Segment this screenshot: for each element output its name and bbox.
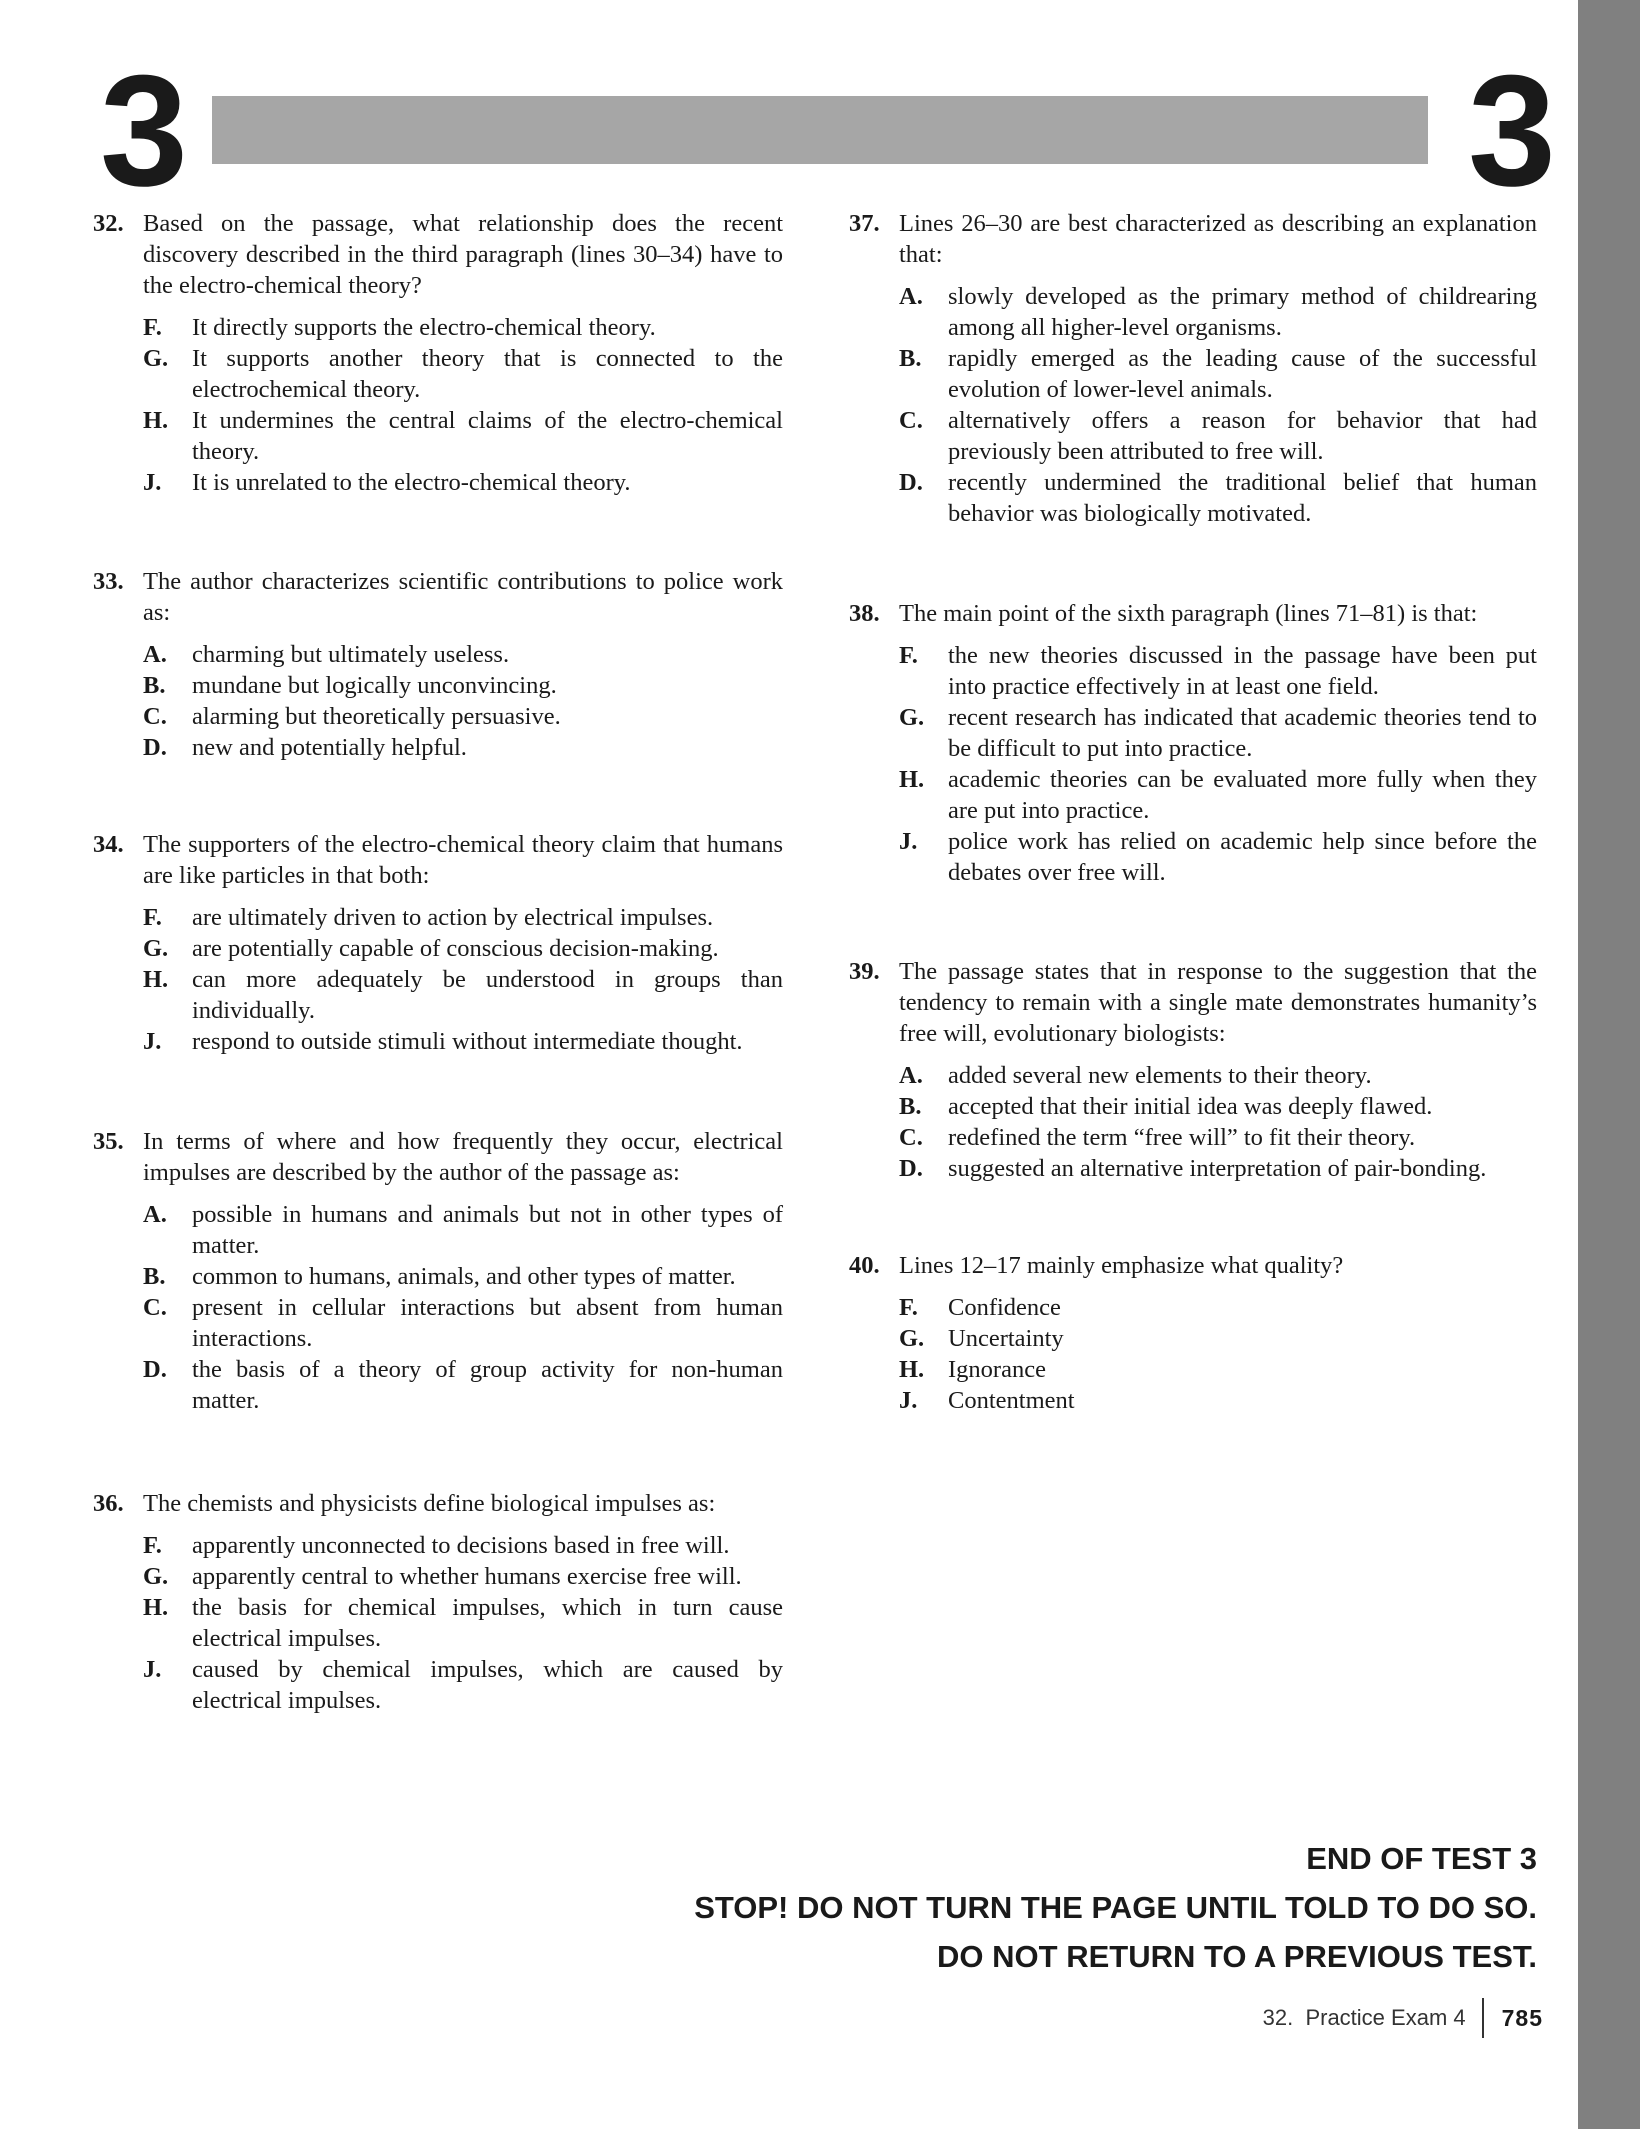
option-letter: J. [143,1028,162,1055]
question-34 [93,829,783,1057]
option-text: respond to outside stimuli without intermediate thought. [192,1028,743,1055]
option-letter: C. [143,703,167,730]
option-letter: A. [143,641,167,668]
option-text: slowly developed as the primary method of childrearing among all higher-level organisms. [948,283,1537,341]
option-text: mundane but logically unconvincing. [192,672,557,699]
option-text: Contentment [948,1387,1075,1414]
option-letter: G. [143,1563,169,1590]
answer-option[interactable] [899,1091,1537,1122]
answer-option[interactable] [143,1354,783,1416]
question-stem [849,956,1537,1049]
answer-options [849,1292,1537,1416]
answer-option[interactable] [143,1199,783,1261]
option-text: added several new elements to their theory. [948,1062,1372,1089]
option-text: It undermines the central claims of the electro-chemical theory. [192,407,783,465]
answer-option[interactable] [899,1292,1537,1323]
question-stem [849,208,1537,270]
option-text: caused by chemical impulses, which are caused by electrical impulses. [192,1656,783,1714]
question-36 [93,1488,783,1716]
option-letter: G. [143,345,169,372]
question-32 [93,208,783,498]
option-letter: J. [899,1387,918,1414]
answer-options [93,639,783,763]
question-stem [849,1250,1537,1281]
option-letter: J. [143,1656,162,1683]
question-number: 36. [93,1490,124,1517]
question-stem [93,566,783,628]
option-text: apparently unconnected to decisions based in free will. [192,1532,730,1559]
option-text: rapidly emerged as the leading cause of the successful evolution of lower-level animals. [948,345,1537,403]
answer-option[interactable] [899,343,1537,405]
option-text: police work has relied on academic help since before the debates over free will. [948,828,1537,886]
answer-option[interactable] [899,702,1537,764]
answer-option[interactable] [143,933,783,964]
question-text: The supporters of the electro-chemical theory claim that humans are like particles in that both: [143,831,783,889]
answer-option[interactable] [899,1385,1537,1416]
option-text: accepted that their initial idea was deeply flawed. [948,1093,1433,1120]
answer-option[interactable] [143,732,783,763]
answer-options [93,902,783,1057]
answer-option[interactable] [143,1561,783,1592]
answer-option[interactable] [899,764,1537,826]
answer-option[interactable] [899,1153,1537,1184]
answer-option[interactable] [899,1122,1537,1153]
option-letter: F. [143,904,162,931]
question-stem [93,1488,783,1519]
answer-option[interactable] [143,467,783,498]
option-letter: A. [899,1062,923,1089]
option-letter: F. [899,642,918,669]
question-39 [849,956,1537,1184]
option-text: redefined the term “free will” to fit their theory. [948,1124,1416,1151]
option-letter: A. [143,1201,167,1228]
question-stem [93,208,783,301]
option-text: are potentially capable of conscious decision-making. [192,935,719,962]
option-letter: C. [899,1124,923,1151]
answer-option[interactable] [143,670,783,701]
answer-option[interactable] [899,826,1537,888]
answer-options [849,640,1537,888]
option-text: alarming but theoretically persuasive. [192,703,561,730]
option-letter: F. [899,1294,918,1321]
question-text: In terms of where and how frequently they occur, electrical impulses are described by the author of the passage as: [143,1128,783,1186]
question-stem [849,598,1537,629]
option-text: recently undermined the traditional belief that human behavior was biologically motivated. [948,469,1537,527]
answer-option[interactable] [143,1026,783,1057]
answer-option[interactable] [143,1530,783,1561]
question-number: 38. [849,600,880,627]
answer-option[interactable] [143,1292,783,1354]
question-text: The chemists and physicists define biological impulses as: [143,1490,716,1517]
option-text: the basis of a theory of group activity for non-human matter. [192,1356,783,1414]
question-stem [93,1126,783,1188]
answer-option[interactable] [899,1323,1537,1354]
option-text: recent research has indicated that academic theories tend to be difficult to put into practice. [948,704,1537,762]
option-letter: D. [143,734,167,761]
section-number-right: 3 [1468,43,1556,219]
answer-option[interactable] [143,639,783,670]
option-text: It directly supports the electro-chemical theory. [192,314,656,341]
option-letter: F. [143,314,162,341]
footer-chapter: 32. Practice Exam 4 [1262,2005,1466,2030]
option-text: can more adequately be understood in groups than individually. [192,966,783,1024]
end-notice-line-3: DO NOT RETURN TO A PREVIOUS TEST. [937,1939,1537,1974]
option-text: charming but ultimately useless. [192,641,510,668]
question-text: Based on the passage, what relationship does the recent discovery described in the third paragraph (lines 30–34) have to the electro-chemical theory? [143,210,783,299]
end-notice-line-2: STOP! DO NOT TURN THE PAGE UNTIL TOLD TO DO SO. [694,1890,1537,1925]
option-letter: J. [143,469,162,496]
answer-option[interactable] [899,1060,1537,1091]
question-number: 37. [849,210,880,237]
question-number: 34. [93,831,124,858]
option-text: common to humans, animals, and other types of matter. [192,1263,736,1290]
question-33 [93,566,783,763]
option-letter: H. [899,1356,925,1383]
answer-option[interactable] [143,1592,783,1654]
option-text: apparently central to whether humans exercise free will. [192,1563,742,1590]
answer-options [93,312,783,498]
option-text: new and potentially helpful. [192,734,467,761]
option-letter: D. [899,469,923,496]
answer-option[interactable] [899,467,1537,529]
option-text: are ultimately driven to action by electrical impulses. [192,904,714,931]
answer-option[interactable] [143,1654,783,1716]
option-text: It supports another theory that is connected to the electrochemical theory. [192,345,783,403]
page-edge-strip [1578,0,1640,2129]
option-text: the basis for chemical impulses, which in turn cause electrical impulses. [192,1594,783,1652]
question-number: 35. [93,1128,124,1155]
question-38 [849,598,1537,888]
answer-option[interactable] [143,1261,783,1292]
option-text: It is unrelated to the electro-chemical theory. [192,469,631,496]
option-text: present in cellular interactions but absent from human interactions. [192,1294,783,1352]
option-letter: G. [899,1325,925,1352]
option-letter: H. [899,766,925,793]
answer-option[interactable] [899,640,1537,702]
answer-options [93,1530,783,1716]
answer-options [93,1199,783,1416]
question-text: The author characterizes scientific contributions to police work as: [143,568,783,626]
option-text: academic theories can be evaluated more fully when they are put into practice. [948,766,1537,824]
section-number-left: 3 [100,43,188,219]
option-letter: H. [143,407,169,434]
option-letter: H. [143,1594,169,1621]
question-stem [93,829,783,891]
question-text: Lines 26–30 are best characterized as describing an explanation that: [899,210,1537,268]
option-text: suggested an alternative interpretation of pair-bonding. [948,1155,1487,1182]
page-footer [1263,1996,1543,2040]
option-text: possible in humans and animals but not in other types of matter. [192,1201,783,1259]
option-letter: B. [143,672,166,699]
page-number: 785 [1501,2004,1543,2031]
footer-divider [1482,1998,1484,2038]
question-number: 32. [93,210,124,237]
question-text: The main point of the sixth paragraph (lines 71–81) is that: [899,600,1478,627]
option-letter: B. [899,345,922,372]
option-letter: B. [899,1093,922,1120]
option-text: Confidence [948,1294,1061,1321]
option-text: the new theories discussed in the passage have been put into practice effectively in at least one field. [948,642,1537,700]
question-35 [93,1126,783,1416]
option-letter: D. [143,1356,167,1383]
end-notice-line-1: END OF TEST 3 [1306,1841,1537,1876]
answer-option[interactable] [143,701,783,732]
answer-option[interactable] [143,343,783,405]
question-number: 33. [93,568,124,595]
option-letter: G. [899,704,925,731]
answer-option[interactable] [899,405,1537,467]
option-text: Ignorance [948,1356,1046,1383]
answer-option[interactable] [899,281,1537,343]
option-letter: A. [899,283,923,310]
question-text: The passage states that in response to the suggestion that the tendency to remain with a single mate demonstrates humanity’s free will, evolutionary biologists: [899,958,1537,1047]
option-text: alternatively offers a reason for behavior that had previously been attributed to free will. [948,407,1537,465]
option-letter: H. [143,966,169,993]
question-37 [849,208,1537,529]
answer-option[interactable] [143,902,783,933]
end-of-test-notice [694,1834,1537,1981]
option-letter: C. [143,1294,167,1321]
answer-option[interactable] [899,1354,1537,1385]
option-letter: C. [899,407,923,434]
question-40 [849,1250,1537,1416]
section-header-bar [212,96,1428,164]
option-letter: F. [143,1532,162,1559]
option-letter: G. [143,935,169,962]
question-text: Lines 12–17 mainly emphasize what quality? [899,1252,1344,1279]
question-number: 40. [849,1252,880,1279]
option-text: Uncertainty [948,1325,1064,1352]
answer-options [849,281,1537,529]
answer-option[interactable] [143,312,783,343]
question-number: 39. [849,958,880,985]
option-letter: B. [143,1263,166,1290]
option-letter: D. [899,1155,923,1182]
answer-option[interactable] [143,964,783,1026]
answer-options [849,1060,1537,1184]
option-letter: J. [899,828,918,855]
answer-option[interactable] [143,405,783,467]
